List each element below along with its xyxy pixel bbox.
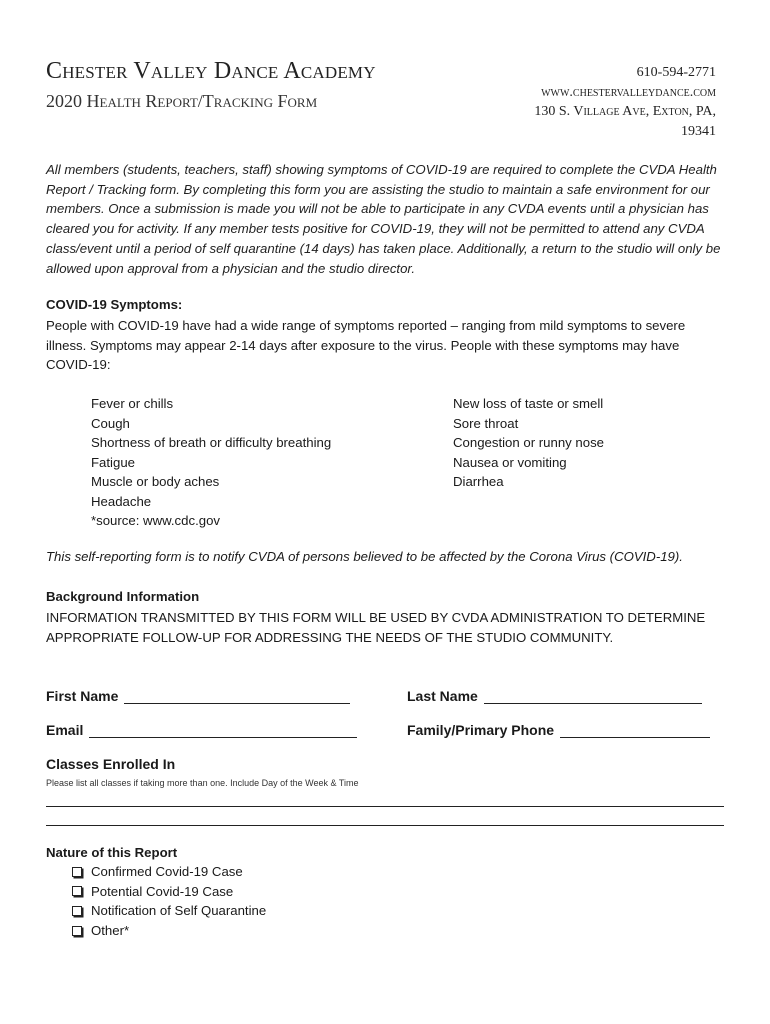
classes-input-line-2[interactable]: [46, 825, 724, 826]
last-name-field: [407, 688, 702, 704]
nature-option[interactable]: [72, 862, 266, 882]
symptom-item: Diarrhea: [453, 474, 504, 489]
symptoms-description: People with COVID-19 have had a wide range of symptoms reported – ranging from mild symptoms to severe illness. Symptoms may appear 2-14 days after exposure to the virus. People with these symptoms may have COVID-19:: [46, 318, 686, 373]
contact-phone: 610-594-2771: [636, 65, 716, 80]
symptom-source: *source: www.cdc.gov: [91, 513, 220, 528]
first-name-input-line[interactable]: [124, 689, 350, 704]
symptom-item: Muscle or body aches: [91, 474, 220, 489]
nature-option-label: Other*: [91, 922, 130, 938]
symptom-item: Nausea or vomiting: [453, 454, 567, 470]
phone-label: Family/Primary Phone: [407, 722, 555, 738]
email-input-line[interactable]: [89, 723, 357, 738]
org-name: Chester Valley Dance Academy: [46, 58, 376, 84]
symptoms-heading: COVID-19 Symptoms:: [46, 297, 183, 312]
phone-field: [407, 722, 710, 738]
symptom-item: Fatigue: [91, 454, 135, 470]
intro-paragraph: All members (students, teachers, staff) showing symptoms of COVID-19 are required to complete the CVDA Health Report / Tracking form. By completing this form you are assisting the studio to maintain a safe environment for our members. Once a submission is made you will not be able to participate in any CVDA events until a physician has cleared you for activity. If any member tests positive for COVID-19, they will not be permitted to attend any CVDA class/event until a period of self quarantine (14 days) has taken place. Additionally, a return to the studio will only be allowed upon approval from a physician and the studio director.: [46, 162, 721, 276]
contact-block: [446, 63, 716, 141]
contact-website: www.chestervalleydance.com: [541, 84, 716, 100]
classes-input-line-1[interactable]: [46, 806, 724, 807]
nature-option[interactable]: [72, 901, 266, 921]
background-text: INFORMATION TRANSMITTED BY THIS FORM WILL BE USED BY CVDA ADMINISTRATION TO DETERMINE APPROPRIATE FOLLOW-UP FOR ADDRESSING THE NEEDS OF THE STUDIO COMMUNITY.: [46, 610, 706, 645]
form-title: 2020 Health Report/Tracking Form: [46, 91, 318, 111]
classes-note: Please list all classes if taking more than one. Include Day of the Week & Time: [46, 778, 359, 788]
symptom-item: Cough: [91, 415, 130, 431]
background-heading: Background Information: [46, 589, 200, 604]
nature-option[interactable]: [72, 921, 266, 941]
symptom-item: New loss of taste or smell: [453, 396, 604, 411]
phone-input-line[interactable]: [560, 723, 710, 738]
nature-options: [72, 862, 266, 940]
checkbox-icon[interactable]: [72, 906, 82, 916]
nature-heading: Nature of this Report: [46, 845, 178, 860]
self-report-note: This self-reporting form is to notify CVDA of persons believed to be affected by the Corona Virus (COVID-19).: [46, 549, 683, 564]
nature-option[interactable]: [72, 882, 266, 902]
nature-option-label: Confirmed Covid-19 Case: [91, 864, 243, 879]
last-name-label: Last Name: [407, 688, 478, 704]
first-name-field: [46, 688, 350, 704]
email-field: [46, 722, 357, 738]
nature-option-label: Potential Covid-19 Case: [91, 883, 234, 899]
symptom-item: Fever or chills: [91, 396, 174, 411]
first-name-label: First Name: [46, 688, 119, 704]
checkbox-icon[interactable]: [72, 926, 82, 936]
symptom-item: Headache: [91, 493, 152, 509]
classes-heading: Classes Enrolled In: [46, 756, 176, 772]
nature-option-label: Notification of Self Quarantine: [91, 903, 267, 919]
symptom-item: Congestion or runny nose: [453, 435, 605, 450]
symptoms-list-left: [91, 394, 331, 531]
contact-address-line2: 19341: [681, 123, 716, 139]
last-name-input-line[interactable]: [484, 689, 702, 704]
email-label: Email: [46, 722, 84, 738]
symptom-item: Sore throat: [453, 415, 519, 431]
symptoms-list-right: [453, 394, 604, 492]
checkbox-icon[interactable]: [72, 886, 82, 896]
contact-address-line1: 130 S. Village Ave, Exton, PA,: [534, 104, 716, 119]
symptom-item: Shortness of breath or difficulty breathing: [91, 435, 332, 450]
checkbox-icon[interactable]: [72, 867, 82, 877]
